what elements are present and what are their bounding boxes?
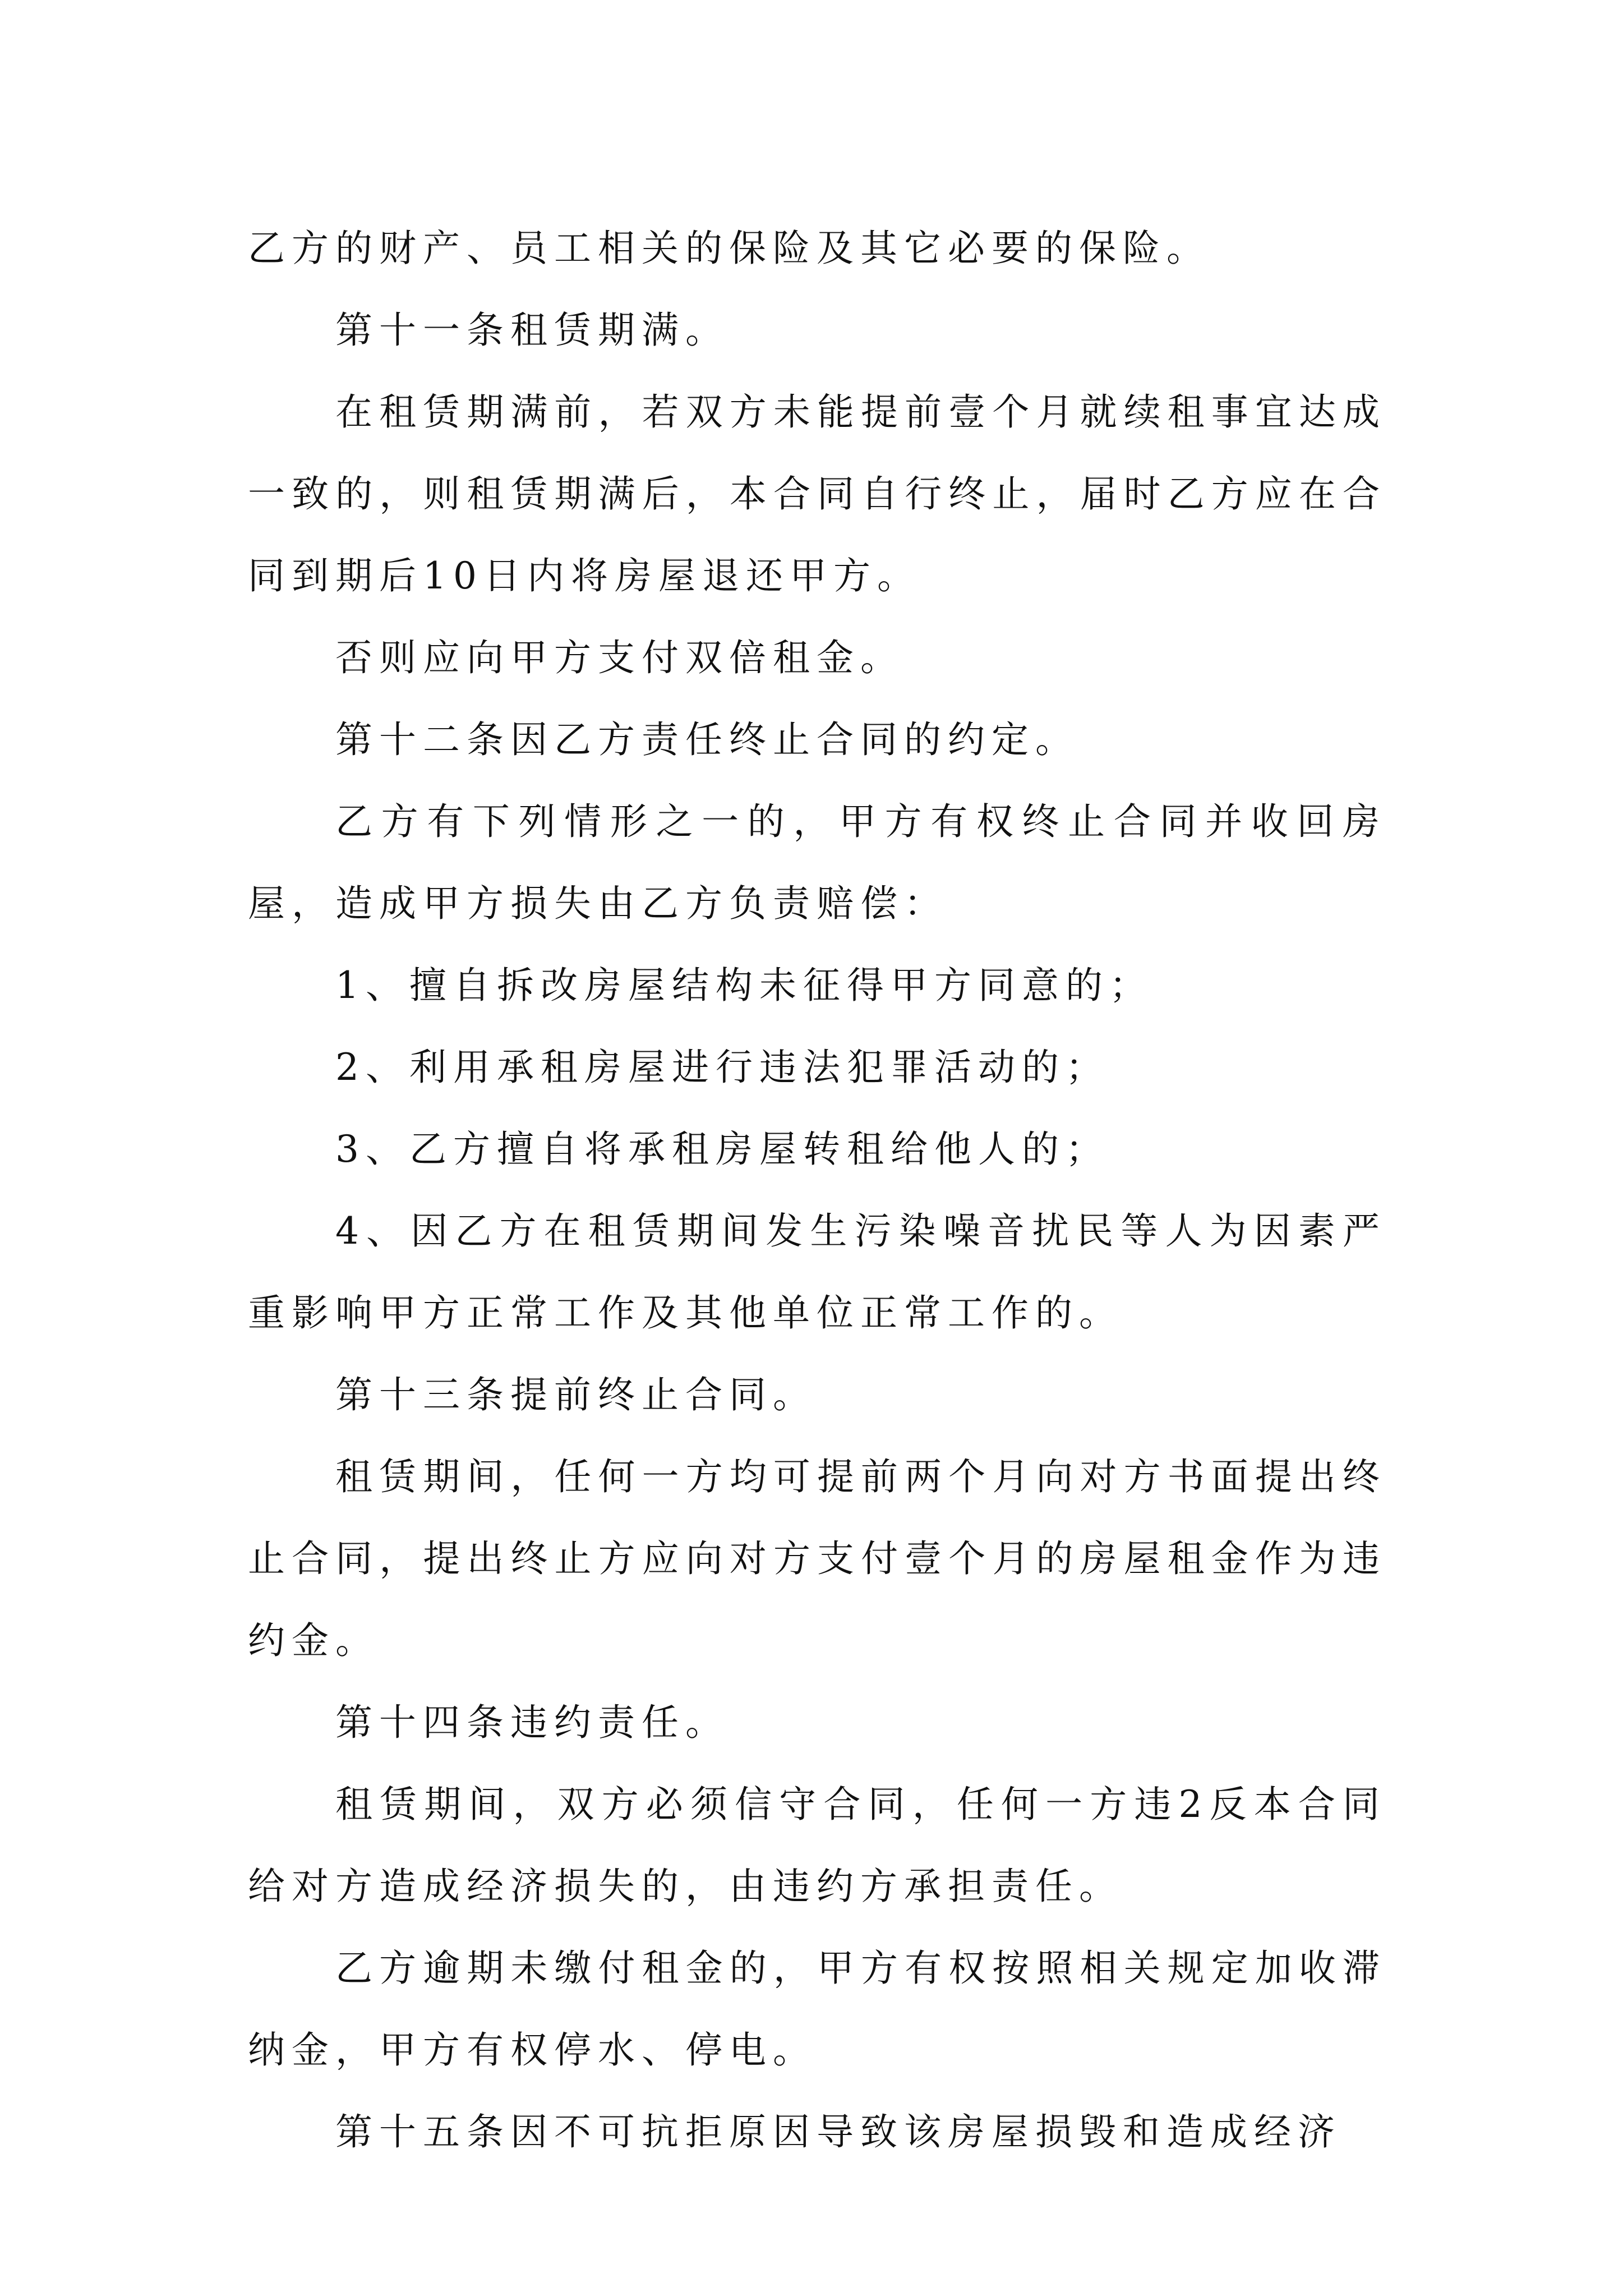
paragraph-early-termination: 租赁期间，任何一方均可提前两个月向对方书面提出终止合同，提出终止方应向对方支付壹个月的房屋租金作为违约金。 [248, 1455, 1386, 1662]
list-item-3: 3、乙方擅自将承租房屋转租给他人的； [335, 1128, 1109, 1171]
article-15-heading: 第十五条因不可抗拒原因导致该房屋损毁和造成经济 [335, 2110, 1341, 2154]
paragraph-termination-conditions: 乙方有下列情形之一的，甲方有权终止合同并收回房屋，造成甲方损失由乙方负责赔偿： [248, 800, 1386, 925]
paragraph-liability: 租赁期间，双方必须信守合同，任何一方违2反本合同给对方造成经济损失的，由违约方承担责任。 [248, 1783, 1386, 1908]
paragraph-late-payment: 乙方逾期未缴付租金的，甲方有权按照相关规定加收滞纳金，甲方有权停水、停电。 [248, 1947, 1386, 2072]
paragraph-insurance-continuation: 乙方的财产、员工相关的保险及其它必要的保险。 [248, 227, 1210, 270]
paragraph-renewal: 在租赁期满前，若双方未能提前壹个月就续租事宜达成一致的，则租赁期满后，本合同自行终止，届时乙方应在合同到期后10日内将房屋退还甲方。 [248, 390, 1386, 597]
list-item-1: 1、擅自拆改房屋结构未征得甲方同意的； [335, 964, 1153, 1007]
document-body [248, 208, 1386, 2173]
list-item-2: 2、利用承租房屋进行违法犯罪活动的； [335, 1046, 1109, 1089]
article-13-heading: 第十三条提前终止合同。 [335, 1373, 817, 1416]
article-11-heading: 第十一条租赁期满。 [335, 309, 729, 352]
article-14-heading: 第十四条违约责任。 [335, 1701, 729, 1744]
paragraph-double-rent: 否则应向甲方支付双倍租金。 [335, 636, 904, 679]
list-item-4: 4、因乙方在租赁期间发生污染噪音扰民等人为因素严重影响甲方正常工作及其他单位正常工作的。 [248, 1209, 1386, 1335]
article-12-heading: 第十二条因乙方责任终止合同的约定。 [335, 718, 1079, 761]
